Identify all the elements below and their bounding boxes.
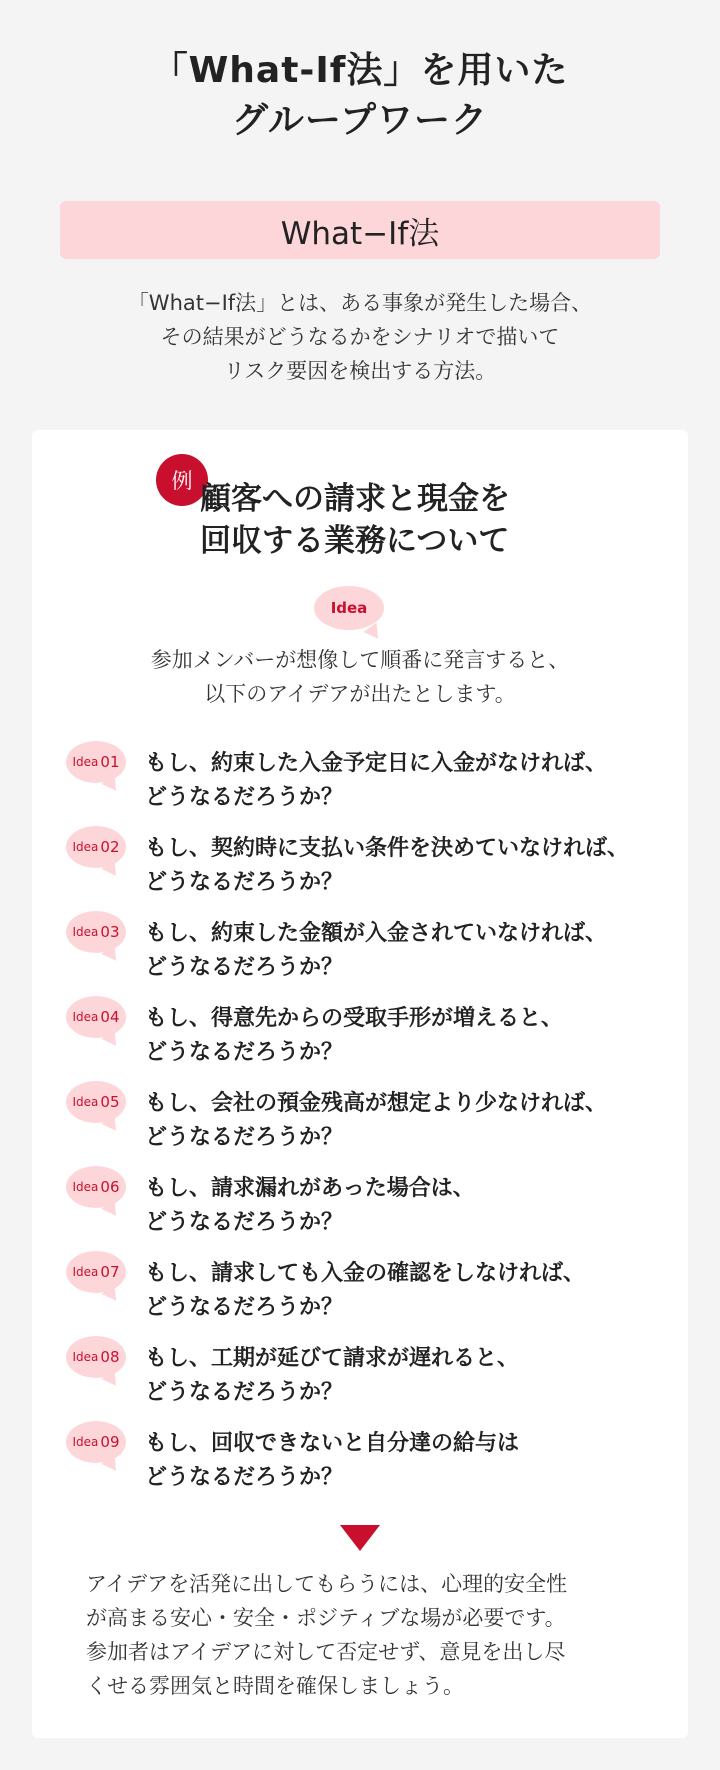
idea-question	[145, 832, 685, 900]
idea-number: 06	[100, 1178, 120, 1196]
idea-number-bubble-icon	[66, 1081, 126, 1123]
idea-question	[145, 1172, 685, 1240]
definition-line-1: 「What−If法」とは、ある事象が発生した場合、	[127, 291, 593, 315]
idea-number-bubble-icon	[66, 741, 126, 783]
idea-label: Idea	[72, 1435, 99, 1449]
idea-label: Idea	[72, 1265, 99, 1279]
idea-item	[0, 1251, 720, 1331]
idea-label: Idea	[72, 925, 99, 939]
idea-question-line-1: もし、約束した金額が入金されていなければ、	[145, 921, 608, 946]
idea-number: 05	[100, 1093, 120, 1111]
idea-number-bubble-icon	[66, 1251, 126, 1293]
idea-question-line-2: どうなるだろうか？	[145, 1380, 344, 1405]
page-title	[0, 46, 720, 146]
idea-label: Idea	[72, 1010, 99, 1024]
intro-line-2: 以下のアイデアが出たとします。	[204, 682, 516, 706]
idea-question-line-2: どうなるだろうか？	[145, 785, 344, 810]
conclusion-line-1: アイデアを活発に出してもらうには、心理的安全性	[86, 1572, 568, 1596]
idea-number-bubble-icon	[66, 1166, 126, 1208]
idea-question	[145, 1087, 685, 1155]
idea-question-line-2: どうなるだろうか？	[145, 1295, 344, 1320]
definition-text	[0, 286, 720, 388]
idea-question-line-1: もし、約束した入金予定日に入金がなければ、	[145, 751, 608, 776]
idea-question-line-2: どうなるだろうか？	[145, 1210, 344, 1235]
idea-speech-bubble-icon: Idea	[314, 586, 384, 630]
idea-item	[0, 1336, 720, 1416]
idea-label: Idea	[72, 840, 99, 854]
idea-label: Idea	[72, 755, 99, 769]
idea-question-line-1: もし、得意先からの受取手形が増えると、	[145, 1006, 564, 1031]
idea-question-line-2: どうなるだろうか？	[145, 1040, 344, 1065]
idea-question-line-2: どうなるだろうか？	[145, 1465, 344, 1490]
conclusion-line-3: 参加者はアイデアに対して否定せず、意見を出し尽	[86, 1640, 566, 1664]
idea-label: Idea	[72, 1350, 99, 1364]
idea-number: 03	[100, 923, 120, 941]
idea-question-line-2: どうなるだろうか？	[145, 955, 344, 980]
idea-question-line-1: もし、工期が延びて請求が遅れると、	[145, 1346, 520, 1371]
idea-question-line-2: どうなるだろうか？	[145, 870, 344, 895]
idea-item	[0, 741, 720, 821]
idea-question	[145, 1427, 685, 1495]
example-badge: 例	[156, 454, 208, 506]
idea-number: 04	[100, 1008, 120, 1026]
idea-number: 07	[100, 1263, 120, 1281]
idea-question	[145, 1257, 685, 1325]
idea-question-line-1: もし、契約時に支払い条件を決めていなければ、	[145, 836, 630, 861]
idea-label: Idea	[72, 1180, 99, 1194]
idea-question-line-1: もし、会社の預金残高が想定より少なければ、	[145, 1091, 608, 1116]
definition-line-3: リスク要因を検出する方法。	[223, 359, 497, 383]
idea-question-line-1: もし、請求漏れがあった場合は、	[145, 1176, 475, 1201]
idea-item	[0, 911, 720, 991]
idea-number: 02	[100, 838, 120, 856]
page-title-line-1: 「What-If法」を用いた	[151, 50, 569, 91]
idea-number: 08	[100, 1348, 120, 1366]
idea-question	[145, 1342, 685, 1410]
idea-question	[145, 917, 685, 985]
page-title-line-2: グループワーク	[231, 100, 489, 141]
conclusion-line-4: くせる雰囲気と時間を確保しましょう。	[86, 1674, 464, 1698]
idea-question	[145, 1002, 685, 1070]
idea-item	[0, 1166, 720, 1246]
idea-question-line-1: もし、請求しても入金の確認をしなければ、	[145, 1261, 586, 1286]
idea-number: 09	[100, 1433, 120, 1451]
example-title	[200, 478, 560, 562]
idea-question	[145, 747, 685, 815]
idea-label: Idea	[72, 1095, 99, 1109]
conclusion-text	[86, 1567, 646, 1703]
intro-text	[0, 643, 720, 711]
idea-number-bubble-icon	[66, 911, 126, 953]
intro-line-1: 参加メンバーが想像して順番に発言すると、	[150, 648, 570, 672]
idea-question-line-2: どうなるだろうか？	[145, 1125, 344, 1150]
arrow-down-icon	[340, 1525, 380, 1551]
idea-number-bubble-icon	[66, 996, 126, 1038]
idea-number-bubble-icon	[66, 1421, 126, 1463]
idea-number-bubble-icon	[66, 826, 126, 868]
conclusion-line-2: が高まる安心・安全・ポジティブな場が必要です。	[86, 1606, 566, 1630]
definition-line-2: その結果がどうなるかをシナリオで描いて	[160, 325, 560, 349]
idea-item	[0, 1081, 720, 1161]
idea-question-line-1: もし、回収できないと自分達の給与は	[145, 1431, 520, 1456]
idea-item	[0, 996, 720, 1076]
idea-number: 01	[100, 753, 120, 771]
example-title-line-2: 回収する業務について	[200, 523, 510, 559]
section-header-what-if: What−If法	[60, 201, 660, 259]
idea-item	[0, 1421, 720, 1501]
example-title-line-1: 顧客への請求と現金を	[200, 481, 510, 517]
idea-item	[0, 826, 720, 906]
idea-number-bubble-icon	[66, 1336, 126, 1378]
